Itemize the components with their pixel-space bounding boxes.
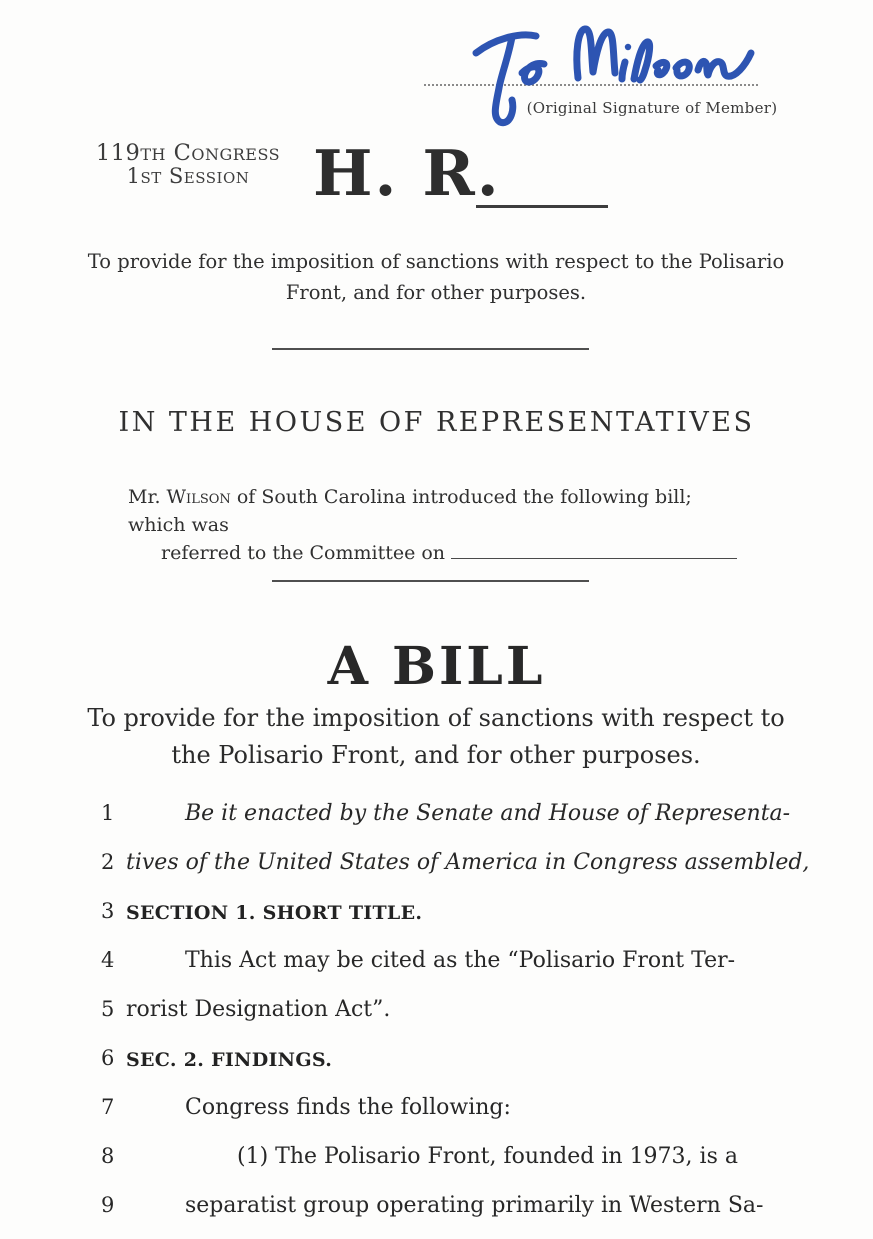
session-label: 1st Session [126, 164, 250, 188]
congress-label: 119th Congress [95, 140, 281, 166]
line-number: 1 [101, 801, 115, 825]
line-number: 9 [101, 1193, 115, 1217]
long-title-line-1: To provide for the imposition of sanctions with respect to [87, 704, 785, 732]
line-text: rorist Designation Act”. [126, 997, 391, 1022]
line-text: (1) The Polisario Front, founded in 1973, is a [237, 1144, 738, 1169]
line-number: 4 [101, 948, 115, 972]
bill-heading: A BILL [327, 636, 546, 697]
line-text: Be it enacted by the Senate and House of Representa- [185, 801, 791, 826]
long-title-line-2: the Polisario Front, and for other purposes. [171, 741, 701, 769]
line-number: 7 [101, 1095, 115, 1119]
line-text: separatist group operating primarily in Western Sa- [185, 1193, 764, 1218]
bill-text-line [0, 1095, 873, 1125]
abstract-line-2: Front, and for other purposes. [285, 281, 587, 304]
sponsor-name: Wilson [166, 486, 231, 508]
line-number: 3 [101, 899, 115, 923]
line-text: Congress finds the following: [185, 1095, 511, 1120]
bill-text-line [0, 1046, 873, 1076]
line-text: SEC. 2. FINDINGS. [126, 1049, 333, 1071]
bill-text-line [0, 997, 873, 1027]
introduction-line-1-rest: of South Carolina introduced the following bill; which was [128, 486, 692, 536]
chamber-heading: IN THE HOUSE OF REPRESENTATIVES [118, 407, 755, 438]
line-text: SECTION 1. SHORT TITLE. [126, 902, 423, 924]
committee-name-blank [451, 540, 737, 559]
signature-caption: (Original Signature of Member) [526, 99, 778, 117]
bill-type-title: H. R. [313, 136, 501, 210]
signature-image [462, 16, 768, 136]
line-number: 8 [101, 1144, 115, 1168]
horizontal-rule-top [272, 348, 589, 350]
committee-referral-text: referred to the Committee on [161, 542, 452, 564]
introduction-line-1 [128, 483, 750, 539]
introduction-line-2 [161, 539, 750, 567]
line-number: 5 [101, 997, 115, 1021]
bill-text-line [0, 948, 873, 978]
line-number: 2 [101, 850, 115, 874]
abstract-line-1: To provide for the imposition of sanctions with respect to the Polisario [87, 250, 785, 273]
line-text: tives of the United States of America in Congress assembled, [126, 850, 810, 875]
line-number: 6 [101, 1046, 115, 1070]
introduction-block [128, 483, 750, 567]
line-text: This Act may be cited as the “Polisario Front Ter- [185, 948, 736, 973]
horizontal-rule-bottom [272, 580, 589, 582]
bill-number-blank [476, 205, 608, 208]
bill-text-line [0, 1193, 873, 1223]
bill-text-line [0, 801, 873, 831]
bill-text-line [0, 850, 873, 880]
congress-session-block [84, 142, 292, 187]
sponsor-prefix: Mr. [128, 486, 167, 508]
bill-abstract [86, 246, 786, 308]
bill-text-line [0, 899, 873, 929]
bill-text-line [0, 1144, 873, 1174]
bill-long-title [86, 700, 786, 774]
